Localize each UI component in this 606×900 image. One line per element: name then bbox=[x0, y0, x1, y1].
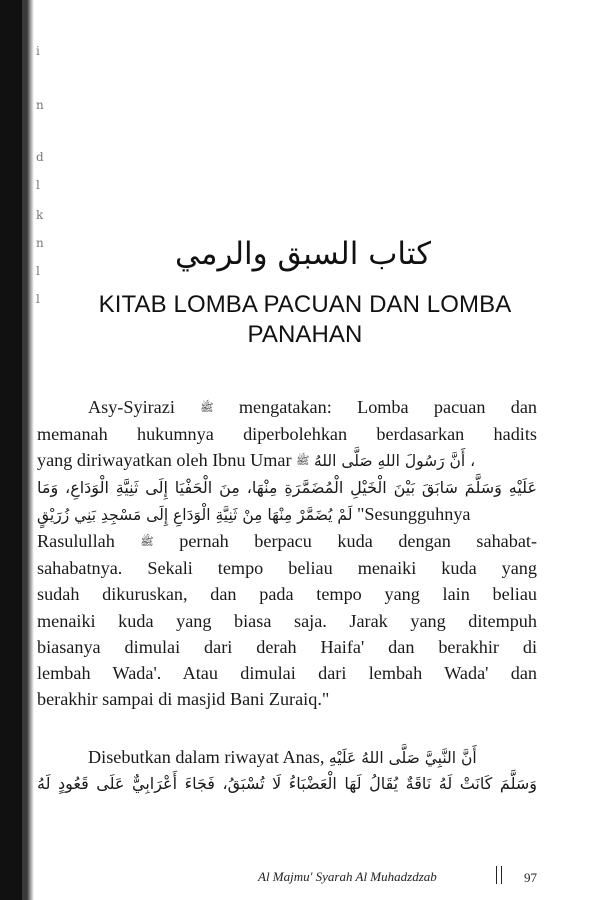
running-footer-title: Al Majmu' Syarah Al Muhadzdzab bbox=[258, 869, 437, 884]
arabic-hadith-text: أَنَّ النَّبِيَّ صَلَّى اللهُ عَلَيْهِ bbox=[328, 749, 477, 767]
paragraph-2 bbox=[37, 744, 537, 797]
text-line: biasanya dimulai dari derah Haifa' dan berakhir di bbox=[37, 636, 537, 657]
chapter-title bbox=[60, 290, 550, 350]
bleed-char: k bbox=[36, 208, 44, 222]
bleed-char: l bbox=[36, 264, 40, 278]
honorific-icon: ﷺ bbox=[140, 535, 154, 549]
chapter-title-line-1: KITAB LOMBA PACUAN DAN LOMBA bbox=[98, 291, 512, 318]
arabic-hadith-line: وَسَلَّمَ كَانَتْ لَهُ نَاقَةٌ يُقَالُ لَهَا الْعَضْبَاءُ لَا تُسْبَقُ، فَجَاءَ أَعْرَابِيٌّ عَلَى قَعُودٍ لَهُ bbox=[37, 774, 537, 794]
text-line: sudah dikuruskan, dan pada tempo yang lain beliau bbox=[37, 584, 537, 605]
scanned-page-edge bbox=[0, 0, 34, 900]
text-line: sahabatnya. Sekali tempo beliau menaiki kuda yang bbox=[37, 558, 537, 579]
bleed-char: d bbox=[36, 150, 44, 164]
text-line: berakhir sampai di masjid Bani Zuraiq." bbox=[37, 689, 330, 710]
text-line: لَمْ يُضَمَّرْ مِنْهَا مِنْ ثَنِيَّةِ الْوَدَاعِ إِلَى مَسْجِدِ بَنِي زُرَيْقٍ "Sesungguhnya bbox=[37, 503, 471, 524]
bleed-char: i bbox=[36, 44, 40, 58]
text-line: yang diriwayatkan oleh Ibnu Umar ﷺ ، أَنَّ رَسُولَ اللهِ صَلَّى اللهُ bbox=[37, 450, 476, 471]
chapter-title-line-2: PANAHAN bbox=[247, 321, 363, 348]
honorific-icon: ﷺ bbox=[200, 401, 214, 414]
bleed-char: l bbox=[36, 292, 40, 306]
bleed-char: n bbox=[36, 98, 44, 112]
arabic-chapter-title: كتاب السبق والرمي bbox=[175, 236, 431, 272]
arabic-hadith-text: ، أَنَّ رَسُولَ اللهِ صَلَّى اللهُ bbox=[313, 452, 476, 471]
arabic-hadith-text: لَمْ يُضَمَّرْ مِنْهَا مِنْ ثَنِيَّةِ الْوَدَاعِ إِلَى مَسْجِدِ بَنِي زُرَيْقٍ bbox=[37, 505, 353, 524]
text-line: Rasulullah ﷺ pernah berpacu kuda dengan sahabat- bbox=[37, 531, 538, 552]
paragraph-1 bbox=[37, 394, 537, 712]
text-line: menaiki kuda yang biasa saja. Jarak yang ditempuh bbox=[37, 610, 537, 631]
arabic-hadith-line: عَلَيْهِ وَسَلَّمَ سَابَقَ بَيْنَ الْخَيْلِ الْمُضَمَّرَةِ مِنْهَا، مِنَ الْحَفْيَا إِلَى ثَنِيَّةِ الْوَدَاعِ، وَمَا bbox=[37, 477, 537, 497]
footer-divider bbox=[496, 866, 502, 884]
text-line: memanah hukumnya diperbolehkan berdasarkan hadits bbox=[37, 424, 537, 445]
bleed-char: l bbox=[36, 178, 40, 192]
page-number: 97 bbox=[524, 870, 537, 885]
text-line: Asy-Syirazi ﷺ mengatakan: Lomba pacuan dan bbox=[88, 397, 538, 417]
text-line: Disebutkan dalam riwayat Anas, أَنَّ النَّبِيَّ صَلَّى اللهُ عَلَيْهِ bbox=[88, 747, 477, 767]
text-line: lembah Wada'. Atau dimulai dari lembah Wada' dan bbox=[37, 663, 537, 684]
bleed-char: n bbox=[36, 236, 44, 250]
honorific-icon: ﷺ bbox=[296, 454, 310, 468]
